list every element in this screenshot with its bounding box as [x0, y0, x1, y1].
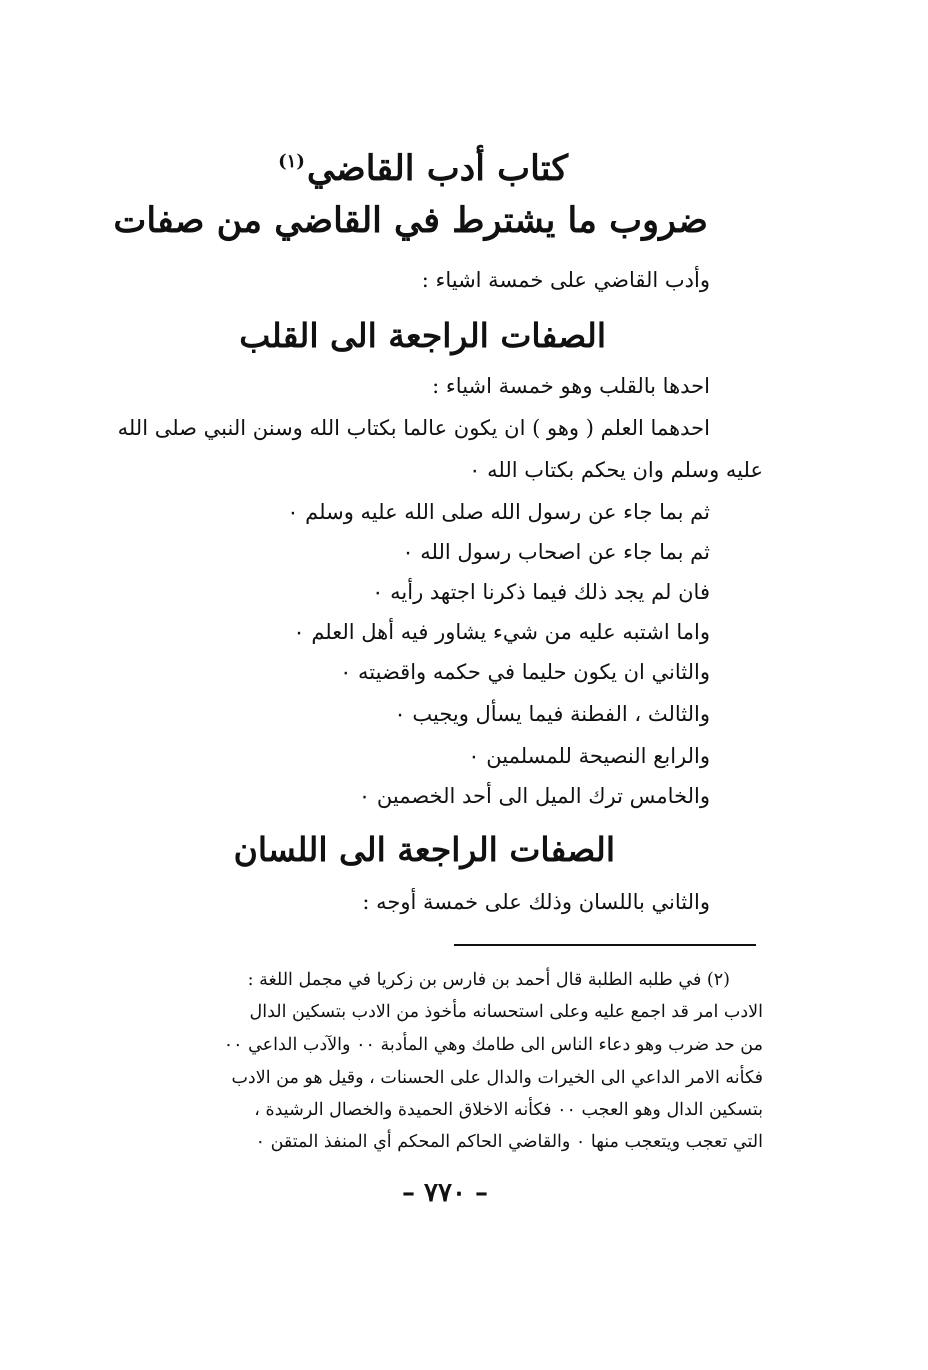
- body-line: والثالث ، الفطنة فيما يسأل ويجيب ٠: [394, 702, 710, 726]
- body-line: والرابع النصيحة للمسلمين ٠: [468, 744, 710, 768]
- body-line: عليه وسلم وان يحكم بكتاب الله ٠: [469, 458, 763, 482]
- page-number: – ٧٧٠ –: [401, 1178, 489, 1208]
- body-line: فان لم يجد ذلك فيما ذكرنا اجتهد رأيه ٠: [372, 580, 710, 604]
- book-title: [278, 148, 568, 189]
- footnote-line: (٢) في طلبه الطلبة قال أحمد بن فارس بن زكريا في مجمل اللغة :: [247, 970, 730, 990]
- body-line: والثاني ان يكون حليما في حكمه واقضيته ٠: [340, 660, 710, 684]
- footnote-line: بتسكين الدال وهو العجب ٠٠ فكأنه الاخلاق الحميدة والخصال الرشيدة ،: [254, 1100, 763, 1120]
- body-line: احدها بالقلب وهو خمسة اشياء :: [432, 374, 710, 398]
- footnote-line: الادب امر قد اجمع عليه وعلى استحسانه مأخوذ من الادب بتسكين الدال: [249, 1002, 763, 1022]
- body-line: واما اشتبه عليه من شيء يشاور فيه أهل العلم ٠: [293, 620, 710, 644]
- intro-line: وأدب القاضي على خمسة اشياء :: [421, 268, 710, 292]
- footnote-line: فكأنه الامر الداعي الى الخيرات والدال على الحسنات ، وقيل هو من الادب: [231, 1068, 763, 1088]
- section-tongue-heading: الصفات الراجعة الى اللسان: [233, 830, 615, 869]
- footnote-separator: [454, 944, 756, 946]
- body-line: والثاني باللسان وذلك على خمسة أوجه :: [362, 890, 710, 914]
- section-heart-heading: الصفات الراجعة الى القلب: [239, 316, 606, 355]
- footnote-line: التي تعجب ويتعجب منها ٠ والقاضي الحاكم المحكم أي المنفذ المتقن ٠: [255, 1132, 763, 1152]
- body-line: ثم بما جاء عن اصحاب رسول الله ٠: [402, 540, 710, 564]
- body-line: والخامس ترك الميل الى أحد الخصمين ٠: [358, 784, 710, 808]
- book-title-text: كتاب أدب القاضي: [306, 148, 568, 189]
- body-line: احدهما العلم ( وهو ) ان يكون عالما بكتاب الله وسنن النبي صلى الله: [117, 416, 710, 440]
- footnote-line: من حد ضرب وهو دعاء الناس الى طامك وهي المأدبة ٠٠ والآدب الداعي ٠٠: [223, 1035, 763, 1055]
- chapter-subtitle: ضروب ما يشترط في القاضي من صفات: [113, 200, 708, 241]
- body-line: ثم بما جاء عن رسول الله صلى الله عليه وسلم ٠: [287, 500, 710, 524]
- title-footnote-marker: (١): [278, 151, 305, 173]
